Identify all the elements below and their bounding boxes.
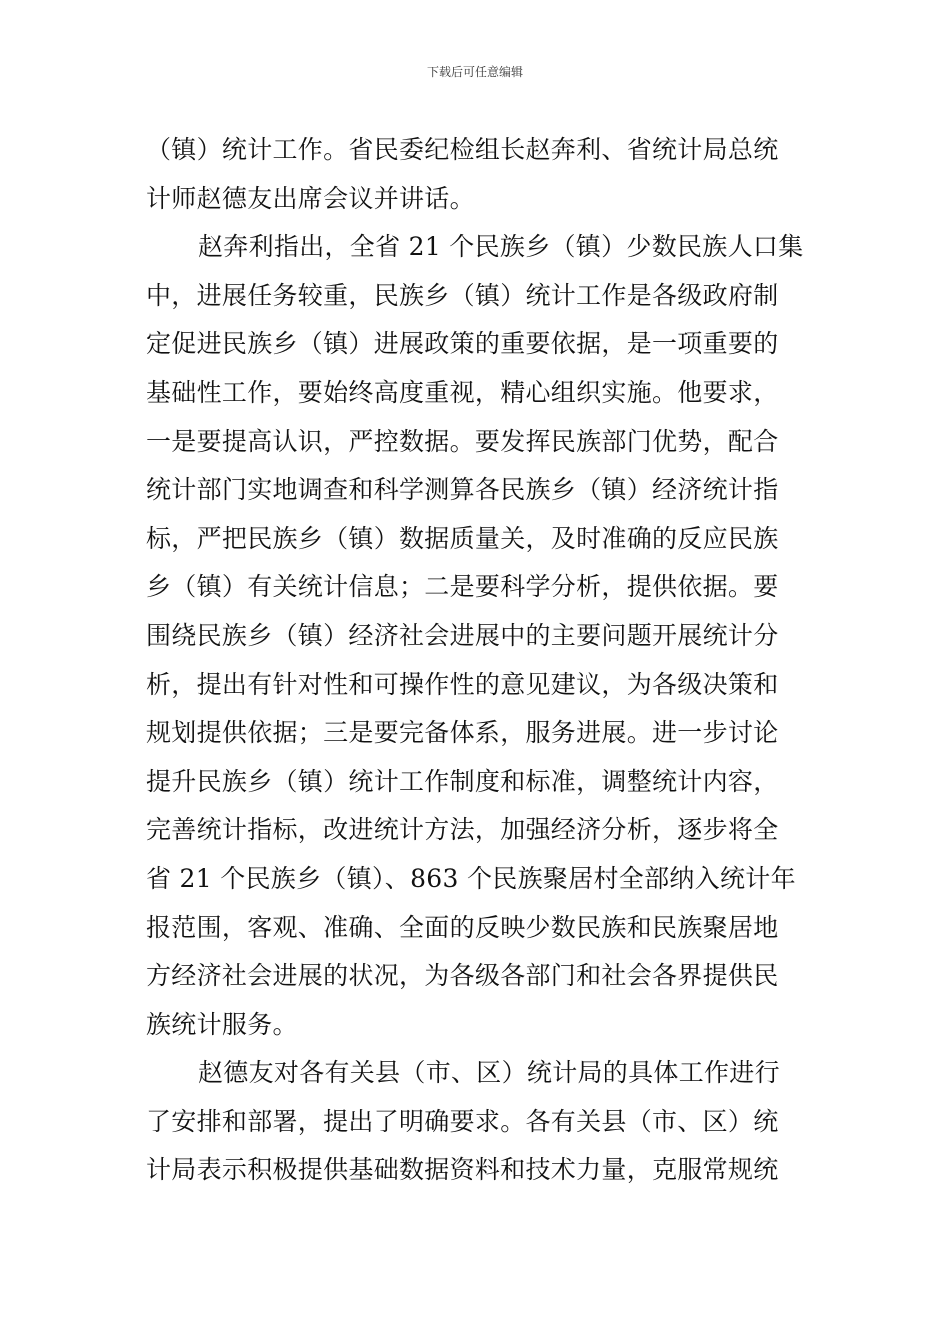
text-line: 定促进民族乡（镇）进展政策的重要依据，是一项重要的 [146, 329, 779, 359]
text-line: 析，提出有针对性和可操作性的意见建议，为各级决策和 [146, 669, 779, 699]
text-line: 省 21 个民族乡（镇）、863 个民族聚居村全部纳入统计年 [146, 863, 796, 893]
text-line: 规划提供依据；三是要完备体系，服务进展。进一步讨论 [146, 718, 779, 748]
text-line: 乡（镇）有关统计信息；二是要科学分析，提供依据。要 [146, 572, 779, 602]
text-line: 了安排和部署，提出了明确要求。各有关县（市、区）统 [146, 1106, 779, 1136]
text-line: 统计部门实地调查和科学测算各民族乡（镇）经济统计指 [146, 475, 779, 505]
text-line: （镇）统计工作。省民委纪检组长赵奔利、省统计局总统 [146, 135, 779, 164]
text-line: 围绕民族乡（镇）经济社会进展中的主要问题开展统计分 [146, 620, 779, 650]
text-line: 基础性工作，要始终高度重视，精心组织实施。他要求， [146, 377, 779, 407]
document-body [146, 126, 808, 1195]
text-line: 计师赵德友出席会议并讲话。 [146, 183, 475, 213]
page-header: 下载后可任意编辑 [426, 65, 523, 79]
text-line: 报范围，客观、准确、全面的反映少数民族和民族聚居地 [146, 912, 779, 942]
text-line: 标，严把民族乡（镇）数据质量关，及时准确的反应民族 [146, 523, 779, 553]
text-line: 提升民族乡（镇）统计工作制度和标准，调整统计内容， [146, 766, 779, 796]
text-line: 一是要提高认识，严控数据。要发挥民族部门优势，配合 [146, 426, 779, 456]
text-line: 族统计服务。 [146, 1009, 298, 1039]
text-line: 方经济社会进展的状况，为各级各部门和社会各界提供民 [146, 961, 779, 991]
text-line: 中，进展任务较重，民族乡（镇）统计工作是各级政府制 [146, 280, 779, 310]
text-line: 计局表示积极提供基础数据资料和技术力量，克服常规统 [146, 1155, 779, 1185]
text-line: 完善统计指标，改进统计方法，加强经济分析，逐步将全 [146, 815, 779, 845]
paragraph-start-line: 赵奔利指出，全省 21 个民族乡（镇）少数民族人口集 [198, 232, 804, 262]
paragraph-start-line: 赵德友对各有关县（市、区）统计局的具体工作进行 [198, 1058, 780, 1088]
